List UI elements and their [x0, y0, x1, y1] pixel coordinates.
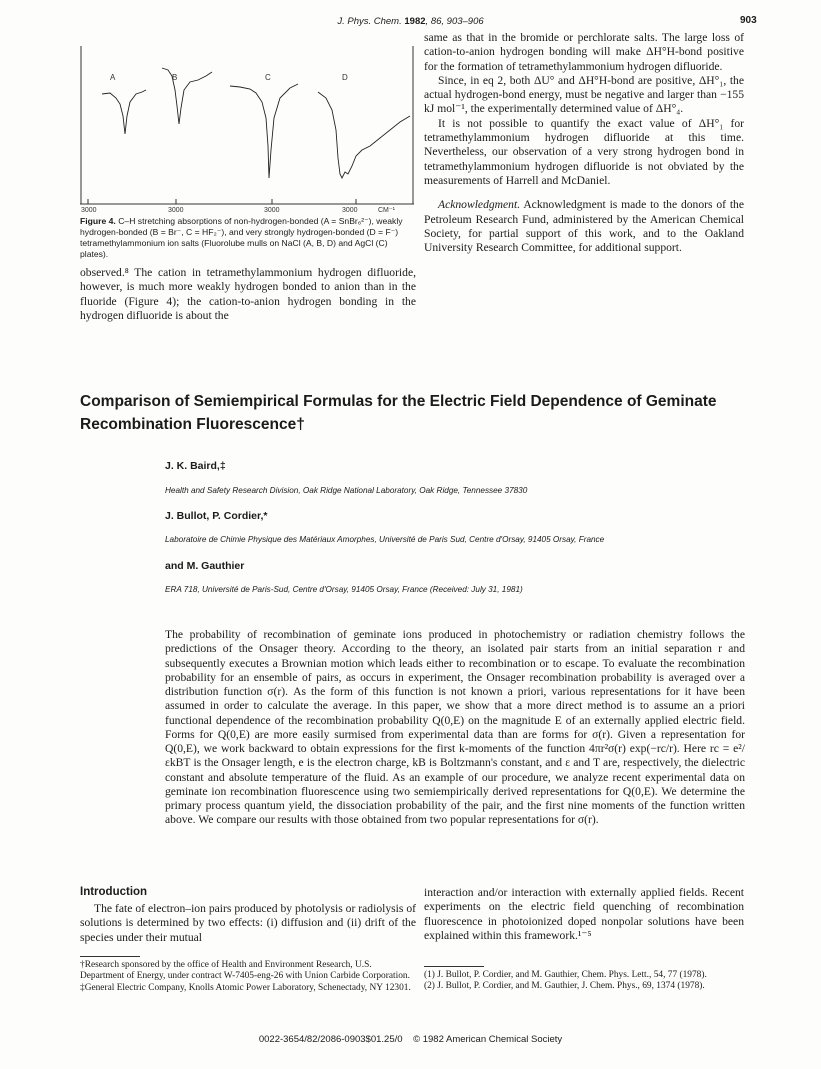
running-head: J. Phys. Chem. 1982, 86, 903–906 [337, 16, 484, 27]
author-2: J. Bullot, P. Cordier,* [165, 510, 268, 522]
peak-label-d: D [342, 73, 348, 82]
axis-tick-label: 3000 [264, 207, 280, 212]
introduction-paragraph-continued: interaction and/or interaction with externally applied fields. Recent experiments on the electric field quenching of recombination fluorescence in photoionized doped nonpolar solutions have been explained within this framework.¹⁻⁵ [424, 886, 744, 942]
axis-tick-label: 3000 [81, 207, 97, 212]
abstract [165, 628, 745, 828]
introduction-heading: Introduction [80, 886, 148, 898]
author-3: and M. Gauthier [165, 560, 245, 572]
axis-tick-label: 3000 [168, 207, 184, 212]
affiliation-1: Health and Safety Research Division, Oak Ridge National Laboratory, Oak Ridge, Tennessee 37830 [165, 486, 528, 495]
right-column-paragraph-3: It is not possible to quantify the exact value of ΔH°₁ for tetramethylammonium hydrogen difluoride at this time. Nevertheless, our observation of a very strong hydrogen bond in tetramethylammonium hydrogen difluoride is not obviated by the measurements of Harrell and McDaniel. [424, 116, 744, 187]
footnotes-left [80, 960, 416, 994]
axis-tick-label: 3000 [342, 207, 358, 212]
spectrum-trace-c [230, 84, 298, 178]
spectrum-trace-a [102, 90, 146, 134]
acknowledgment-heading: Acknowledgment. [438, 198, 521, 212]
journal-name: J. Phys. Chem. [337, 16, 402, 27]
peak-label-b: B [172, 73, 178, 82]
abstract-text: The probability of recombination of geminate ions produced in photochemistry or radiation chemistry follows the predictions of the Onsager theory. According to the theory, an isolated pair starts from an initial separation r and subsequently executes a Brownian motion which leads either to recombination or to escape. To evaluate the recombination probability for an ensemble of pairs, as occurs in experiment, the Onsager recombination probability is averaged over a distribution function σ(r). As the form of this function is not known a priori, various representations for it have been assumed in order to calculate the average. In this paper, we show that a more direct method is to assume an a priori functional dependence of the recombination probability Q(0,E) on the magnitude E of an externally applied electric field. Forms for Q(0,E) are more easily surmised from experimental data than are forms for σ(r). Given a representation for Q(0,E), we work backward to obtain expressions for the first k-moments of the function 4πr²σ(r) exp(−rc/r). Here rc = e²/εkBT is the Onsager length, e is the electron charge, kB is Boltzmann's constant, and ε and T are, respectively, the dielectric constant and absolute temperature of the fluid. As an example of our procedure, we analyze recent experimental data on geminate ion recombination fluorescence using two semiempirically derived representations for Q(0,E). We determine the primary process quantum yield, the dissociation probability of the pair, and the first nine moments of the function written above. We compare our results with those obtained from two popular representations for σ(r). [165, 628, 745, 827]
affiliation-2: Laboratoire de Chimie Physique des Matériaux Amorphes, Université de Paris Sud, Centre d'Orsay, 91405 Orsay, France [165, 535, 605, 544]
footnote-divider-right [424, 966, 484, 967]
footnote-dagger: †Research sponsored by the office of Health and Environment Research, U.S. Department of Energy, under contract W-7405-eng-26 with Union Carbide Corporation. [80, 960, 410, 982]
journal-volume: 86 [430, 16, 442, 27]
right-column-paragraph-2: Since, in eq 2, both ΔU° and ΔH°H-bond are positive, ΔH°₁, the actual hydrogen-bond energy, must be negative and larger than −155 kJ mol⁻¹, the experimentally determined value of ΔH°₄. [424, 73, 744, 116]
reference-1: (1) J. Bullot, P. Cordier, and M. Gauthier, Chem. Phys. Lett., 54, 77 (1978). [424, 970, 707, 980]
left-column-paragraph: observed.⁸ The cation in tetramethylammonium hydrogen difluoride, however, is much more weakly hydrogen bonded to anion than in the fluoride (Figure 4); the cation-to-anion hydrogen bonding in the hydrogen difluoride is about the [80, 266, 416, 322]
reference-2: (2) J. Bullot, P. Cordier, and M. Gauthier, J. Chem. Phys., 69, 1374 (1978). [424, 981, 705, 992]
article-title-line-1: Comparison of Semiempirical Formulas for the Electric Field Dependence of Geminate [80, 393, 717, 410]
introduction-left-text [80, 902, 416, 945]
spectrum-trace-d [318, 92, 410, 178]
journal-year: 1982 [404, 16, 426, 27]
footnote-double-dagger: ‡General Electric Company, Knolls Atomic Power Laboratory, Schenectady, NY 12301. [80, 982, 411, 993]
footnote-divider-left [80, 956, 140, 957]
introduction-paragraph: The fate of electron–ion pairs produced by photolysis or radiolysis of solutions is determined by two effects: (i) diffusion and (ii) drift of the species under their mutual [80, 902, 416, 944]
journal-pages: 903–906 [446, 16, 484, 27]
peak-label-a: A [110, 73, 116, 82]
right-column-text [424, 31, 744, 255]
peak-label-c: C [265, 73, 271, 82]
acknowledgment-text: Acknowledgment is made to the donors of the Petroleum Research Fund, administered by the American Chemical Society, for partial support of this work, and to the Oakland University Research Committee, for additional support. [424, 198, 744, 255]
introduction-right-text [424, 886, 744, 943]
figure-caption-text: C–H stretching absorptions of non-hydrogen-bonded (A = SnBr₆²⁻), weakly hydrogen-bonded (B = Br⁻, C = HF₂⁻), and very strongly hydrogen-bonded (D = F⁻) tetramethylammonium ion salts (Fluorolube mulls on NaCl (A, B, D) and AgCl (C) plates). [80, 216, 403, 259]
article-title [80, 390, 780, 436]
author-1: J. K. Baird,‡ [165, 460, 226, 472]
page-number: 903 [740, 15, 757, 26]
ir-spectrum-figure [80, 46, 414, 212]
copyright-notice: © 1982 American Chemical Society [413, 1034, 563, 1045]
spectrum-trace-b [162, 68, 212, 124]
left-column-text [80, 266, 416, 323]
publication-code: 0022-3654/82/2086-0903$01.25/0 [258, 1034, 403, 1045]
article-title-line-2: Recombination Fluorescence† [80, 416, 305, 433]
right-column-paragraph-1: same as that in the bromide or perchlorate salts. The large loss of cation-to-anion hydrogen bonding will make ΔH°H-bond positive for the formation of tetramethylammonium hydrogen difluoride. [424, 31, 744, 73]
footnotes-right [424, 970, 744, 993]
acknowledgment-paragraph [424, 198, 744, 255]
figure-caption-label: Figure 4. [80, 216, 116, 226]
axis-unit-label: CM⁻¹ [378, 207, 395, 212]
page-footer [0, 1034, 821, 1045]
figure-caption [80, 216, 416, 260]
affiliation-3: ERA 718, Université de Paris-Sud, Centre d'Orsay, 91405 Orsay, France (Received: July 31, 1981) [165, 585, 523, 594]
